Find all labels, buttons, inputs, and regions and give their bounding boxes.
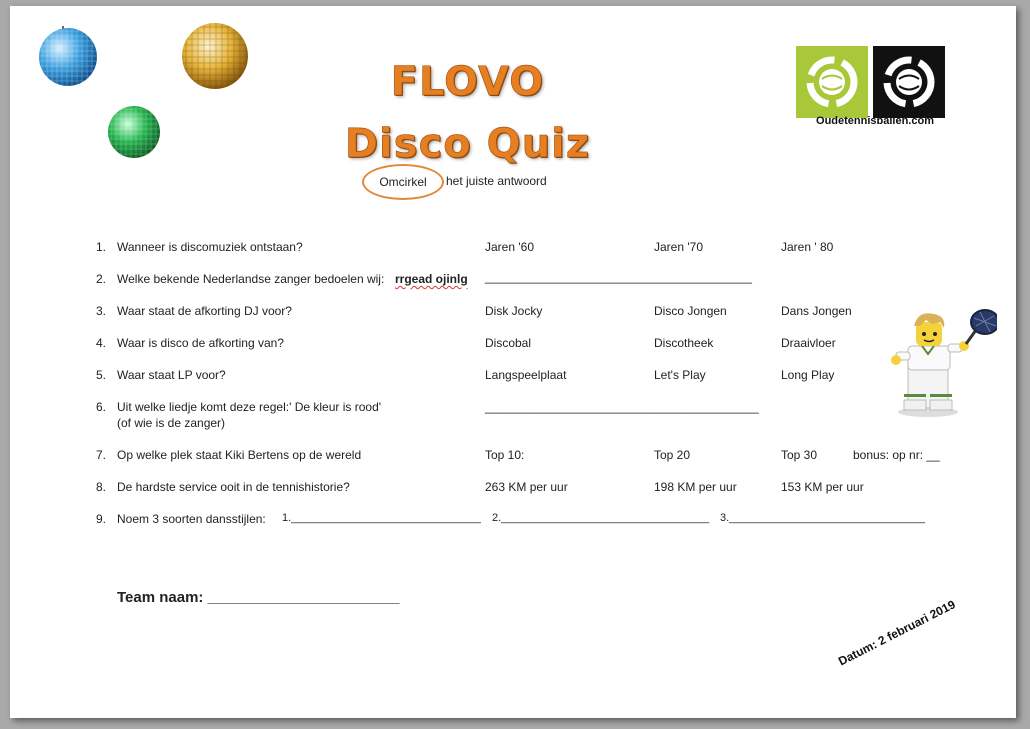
page-title: FLOVO xyxy=(390,59,545,105)
question-text: Waar is disco de afkorting van? xyxy=(117,336,284,350)
answer-option-b[interactable]: Disco Jongen xyxy=(654,304,727,318)
question-text: Waar staat de afkorting DJ voor? xyxy=(117,304,292,318)
instruction-text: het juiste antwoord xyxy=(446,174,547,188)
question-number: 6. xyxy=(96,400,107,414)
answer-option-b[interactable]: Jaren '70 xyxy=(654,240,703,254)
answer-option-b[interactable]: 198 KM per uur xyxy=(654,480,737,494)
question-text: Noem 3 soorten dansstijlen: xyxy=(117,512,266,526)
answer-option-a[interactable]: Top 10: xyxy=(485,448,525,462)
team-name-label: Team naam: xyxy=(117,589,204,606)
answer-option-c[interactable]: Jaren ' 80 xyxy=(781,240,834,254)
answer-line-1[interactable]: 1._______________________________ xyxy=(282,512,481,524)
answer-option-a[interactable]: Langspeelplaat xyxy=(485,368,567,382)
question-text: Uit welke liedje komt deze regel:' De kleur is rood' xyxy=(117,400,382,414)
bonus-question[interactable]: bonus: op nr: __ xyxy=(853,448,940,462)
question-number: 5. xyxy=(96,368,107,382)
team-name-field[interactable] xyxy=(117,589,399,606)
quiz-page xyxy=(10,6,1016,718)
question-number: 7. xyxy=(96,448,107,462)
anagram-clue: rrgead ojinlg xyxy=(395,272,468,286)
question-text: De hardste service ooit in de tennishistorie? xyxy=(117,480,350,494)
question-number: 3. xyxy=(96,304,107,318)
answer-option-a[interactable]: Discobal xyxy=(485,336,532,350)
date-label: Datum: 2 februari 2019 xyxy=(836,597,958,669)
question-text: Op welke plek staat Kiki Bertens op de wereld xyxy=(117,448,362,462)
answer-line-2[interactable]: 2.__________________________________ xyxy=(492,512,710,524)
answer-option-b[interactable]: Discotheek xyxy=(654,336,714,350)
recycle-logo-black-icon xyxy=(873,46,945,118)
answer-option-c[interactable]: 153 KM per uur xyxy=(781,480,864,494)
question-number: 2. xyxy=(96,272,107,286)
team-name-line[interactable]: _______________________ xyxy=(207,589,400,606)
question-number: 1. xyxy=(96,240,107,254)
question-number: 9. xyxy=(96,512,107,526)
answer-option-c[interactable]: Draaivloer xyxy=(781,336,836,350)
answer-line[interactable]: _________________________________________ xyxy=(485,400,759,414)
answer-option-b[interactable]: Top 20 xyxy=(654,448,691,462)
answer-line[interactable]: ________________________________________ xyxy=(485,270,752,284)
recycle-logo-green-icon xyxy=(796,46,868,118)
lego-tennis-player-icon xyxy=(882,304,997,419)
question-text: Waar staat LP voor? xyxy=(117,368,226,382)
logo-text: Oudetennisballen.com xyxy=(816,115,934,127)
page-subtitle: Disco Quiz xyxy=(344,121,591,167)
answer-line-3[interactable]: 3.________________________________ xyxy=(720,512,925,524)
answer-option-a[interactable]: Disk Jocky xyxy=(485,304,543,318)
instruction-circled-word: Omcirkel xyxy=(362,164,444,200)
question-number: 4. xyxy=(96,336,107,350)
question-number: 8. xyxy=(96,480,107,494)
answer-option-c[interactable]: Long Play xyxy=(781,368,835,382)
answer-option-c[interactable]: Top 30 xyxy=(781,448,818,462)
question-text: Wanneer is discomuziek ontstaan? xyxy=(117,240,303,254)
answer-option-c[interactable]: Dans Jongen xyxy=(781,304,852,318)
question-text: Welke bekende Nederlandse zanger bedoelen wij: xyxy=(117,272,385,286)
answer-option-b[interactable]: Let's Play xyxy=(654,368,706,382)
answer-option-a[interactable]: Jaren '60 xyxy=(485,240,534,254)
question-text-note: (of wie is de zanger) xyxy=(117,416,226,430)
answer-option-a[interactable]: 263 KM per uur xyxy=(485,480,568,494)
